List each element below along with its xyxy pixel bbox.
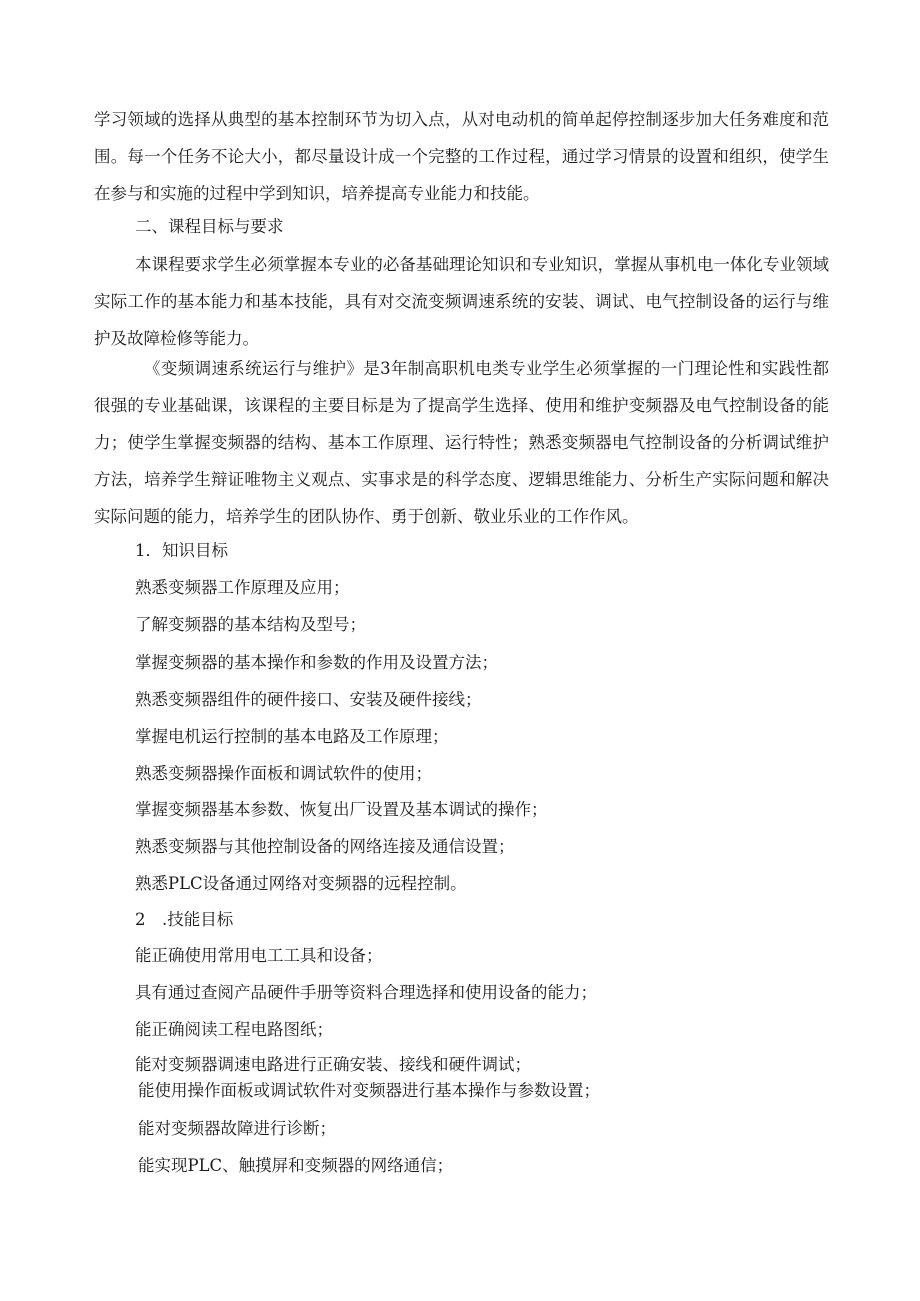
knowledge-item: 掌握变频器的基本操作和参数的作用及设置方法； (135, 653, 498, 672)
intro-paragraph: 学习领域的选择从典型的基本控制环节为切入点，从对电动机的简单起停控制逐步加大任务难度和范围。每一个任务不论大小，都尽量设计成一个完整的工作过程，通过学习情景的设置和组织，使学生在参与和实施的过程中学到知识，培养提高专业能力和技能。 (94, 110, 829, 203)
knowledge-item: 掌握电机运行控制的基本电路及工作原理； (135, 727, 449, 746)
skill-item: 能对变频器故障进行诊断； (138, 1119, 336, 1138)
skill-item: 能正确阅读工程电路图纸； (135, 1020, 333, 1039)
skill-item: 能正确使用常用电工工具和设备； (135, 946, 383, 965)
knowledge-heading: 1．知识目标 (135, 541, 228, 560)
knowledge-item: 熟悉变频器工作原理及应用； (135, 578, 350, 597)
requirement-paragraph: 本课程要求学生必须掌握本专业的必备基础理论知识和专业知识，掌握从事机电一体化专业领域实际工作的基本能力和基本技能，具有对交流变频调速系统的安装、调试、电气控制设备的运行与维护及故障检修等能力。 (94, 255, 829, 348)
knowledge-item: 了解变频器的基本结构及型号； (135, 615, 366, 634)
knowledge-item: 熟悉PLC设备通过网络对变频器的远程控制。 (135, 874, 467, 893)
section-heading: 二、课程目标与要求 (135, 217, 284, 236)
skill-item: 能使用操作面板或调试软件对变频器进行基本操作与参数设置； (138, 1081, 600, 1100)
skill-heading: 2 .技能目标 (135, 910, 234, 929)
objective-paragraph: 《变频调速系统运行与维护》是3年制高职机电类专业学生必须掌握的一门理论性和实践性都很强的专业基础课，该课程的主要目标是为了提高学生选择、使用和维护变频器及电气控制设备的能力；使学生掌握变频器的结构、基本工作原理、运行特性；熟悉变频器电气控制设备的分析调试维护方法，培养学生辩证唯物主义观点、实事求是的科学态度、逻辑思维能力、分析生产实际问题和解决实际问题的能力，培养学生的团队协作、勇于创新、敬业乐业的工作作风。 (94, 359, 829, 526)
skill-item: 能对变频器调速电路进行正确安装、接线和硬件调试； (135, 1055, 531, 1074)
skill-item: 能实现PLC、触摸屏和变频器的网络通信； (138, 1156, 454, 1175)
knowledge-item: 熟悉变频器组件的硬件接口、安装及硬件接线； (135, 690, 482, 709)
knowledge-item: 掌握变频器基本参数、恢复出厂设置及基本调试的操作； (135, 800, 548, 819)
knowledge-item: 熟悉变频器操作面板和调试软件的使用； (135, 764, 432, 783)
skill-item: 具有通过查阅产品硬件手册等资料合理选择和使用设备的能力； (135, 983, 597, 1002)
knowledge-item: 熟悉变频器与其他控制设备的网络连接及通信设置； (135, 837, 515, 856)
